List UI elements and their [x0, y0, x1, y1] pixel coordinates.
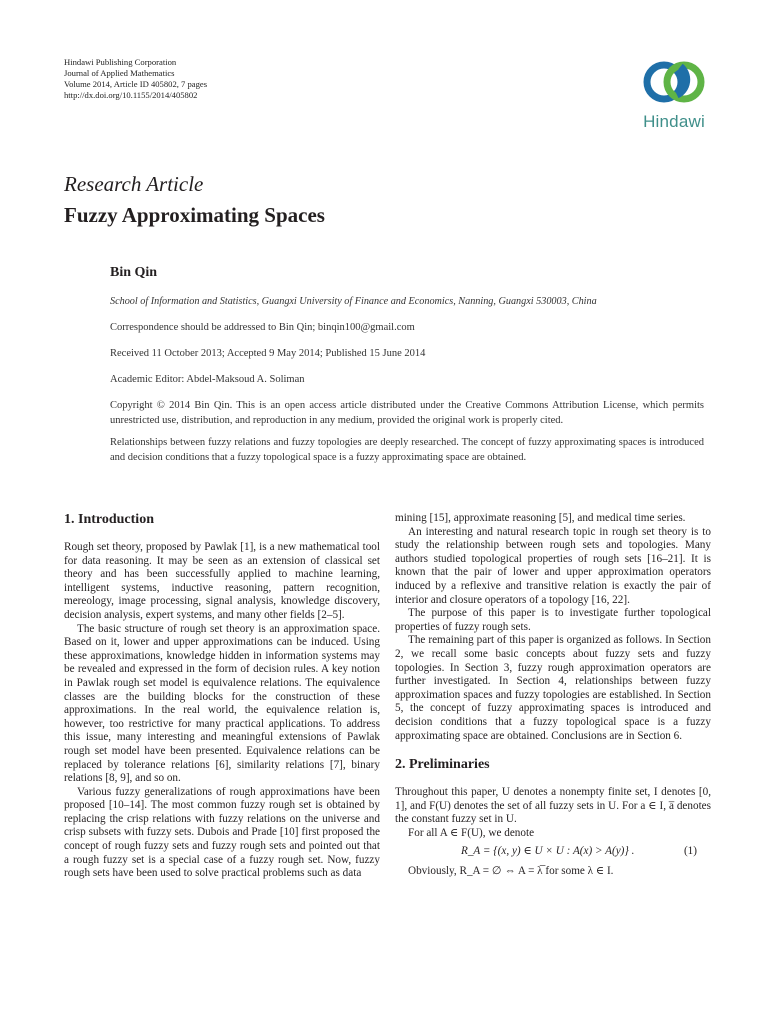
- abstract: Relationships between fuzzy relations and fuzzy topologies are deeply researched. The concept of fuzzy approximating spaces is introduced and decision conditions that a fuzzy topological space is a fuzzy approximating space are obtained.: [110, 437, 704, 463]
- academic-editor: Academic Editor: Abdel-Maksoud A. Soliman: [110, 374, 305, 385]
- equation-number: (1): [683, 845, 697, 858]
- correspondence: Correspondence should be addressed to Bin Qin; binqin100@gmail.com: [110, 322, 415, 333]
- article-title: Fuzzy Approximating Spaces: [64, 203, 325, 227]
- paragraph: The purpose of this paper is to investigate further topological properties of fuzzy rough sets.: [395, 607, 711, 633]
- equation-body: R_A = {(x, y) ∈ U × U : A(x) > A(y)} .: [461, 845, 635, 858]
- right-column: [395, 512, 711, 879]
- journal-name: Journal of Applied Mathematics: [64, 68, 175, 78]
- paragraph: The basic structure of rough set theory is an approximation space. Based on it, lower and upper approximations can be induced. Using these approximations, knowledge hidden in information systems may be revealed and expressed in the form of decision rules. A key notion in Pawlak rough set model is equivalence relations. The equivalence classes are the building blocks for the construction of these approximations. In the real world, the equivalence relation is, however, too restrictive for many practical applications. To address this issue, many interesting and meaningful extensions of Pawlak rough set model have been presented. Equivalence relations can be replaced by tolerance relations [6], similarity relations [7], binary relations [8, 9], and so on.: [64, 622, 380, 785]
- paragraph: Rough set theory, proposed by Pawlak [1], is a new mathematical tool for data reasoning. It may be seen as an extension of classical set theory and has been successfully applied to machine learning, intelligent systems, inductive reasoning, pattern recognition, mereology, image processing, signal analysis, knowledge discovery, decision analysis, expert systems, and many other fields [2–5].: [64, 541, 380, 621]
- hindawi-logo-text: Hindawi: [643, 112, 705, 131]
- volume-info: Volume 2014, Article ID 405802, 7 pages: [64, 79, 208, 89]
- paragraph: Throughout this paper, U denotes a nonempty finite set, I denotes [0, 1], and F(U) denotes the set of all fuzzy sets in U. For a ∈ I, a̅ denotes the constant fuzzy set in U.: [395, 786, 711, 826]
- paragraph: An interesting and natural research topic in rough set theory is to study the relationship between rough sets and topologies. Many authors studied topological properties of rough sets [16–21]. It is known that the pair of lower and upper approximation operators induced by a reflexive and transitive relation is exactly the pair of interior and closure operators of a topology [16, 22].: [395, 525, 711, 606]
- section-heading-introduction: 1. Introduction: [64, 512, 154, 527]
- affiliation: School of Information and Statistics, Guangxi University of Finance and Economics, Nanning, Guangxi 530003, China: [110, 296, 597, 307]
- equation-1: [395, 845, 711, 861]
- paragraph: Obviously, R_A = ∅ ⇔ A = λ̅ for some λ ∈ I.: [408, 865, 614, 878]
- author-name: Bin Qin: [110, 265, 158, 280]
- hindawi-logo: [636, 56, 712, 136]
- left-column: [64, 512, 380, 881]
- publication-dates: Received 11 October 2013; Accepted 9 May 2014; Published 15 June 2014: [110, 348, 426, 359]
- article-type: Research Article: [64, 172, 204, 196]
- paragraph: Various fuzzy generalizations of rough approximations have been proposed [10–14]. The most common fuzzy rough set is obtained by replacing the crisp relations with fuzzy relations on the universe and crisp subsets with fuzzy sets. Dubois and Prade [10] first proposed the concept of rough fuzzy sets and fuzzy rough sets and pointed out that a rough fuzzy set is a special case of a fuzzy rough set. Now, fuzzy rough sets have been used to solve practical problems such as data: [64, 785, 380, 880]
- copyright-notice: Copyright © 2014 Bin Qin. This is an open access article distributed under the Creative Commons Attribution License, which permits unrestricted use, distribution, and reproduction in any medium, provided the original work is properly cited.: [110, 400, 704, 426]
- paragraph: mining [15], approximate reasoning [5], and medical time series.: [395, 512, 686, 524]
- publisher-name: Hindawi Publishing Corporation: [64, 57, 177, 67]
- journal-header: [64, 57, 207, 101]
- paragraph: The remaining part of this paper is organized as follows. In Section 2, we recall some basic concepts about fuzzy sets and fuzzy topologies. In Section 3, fuzzy rough approximation operators are further investigated. In Section 4, relationships between fuzzy approximation spaces and fuzzy topologies are established. In Section 5, the concept of fuzzy approximating spaces is introduced and decision conditions that a fuzzy topological space is a fuzzy approximating space are obtained. Conclusions are in Section 6.: [395, 634, 711, 742]
- section-heading-preliminaries: 2. Preliminaries: [395, 757, 490, 773]
- paragraph: For all A ∈ F(U), we denote: [408, 826, 535, 839]
- hindawi-logo-icon: [636, 56, 712, 112]
- doi-link[interactable]: http://dx.doi.org/10.1155/2014/405802: [64, 90, 198, 100]
